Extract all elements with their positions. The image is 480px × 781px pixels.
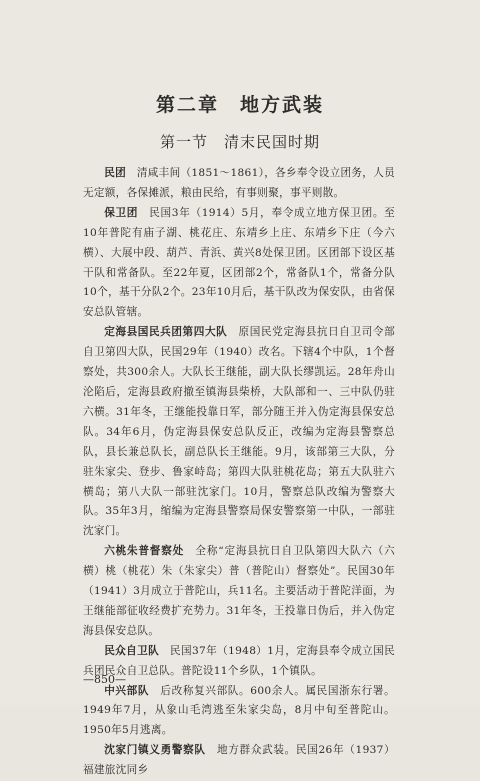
page-number: —850— bbox=[83, 673, 126, 686]
entry-baoweituan bbox=[83, 204, 395, 323]
body-text bbox=[83, 164, 395, 781]
entry-term: 民众自卫队 bbox=[104, 644, 160, 657]
entry-term: 民团 bbox=[104, 167, 126, 179]
entry-term: 保卫团 bbox=[104, 206, 138, 219]
entry-text: 地方群众武装。民国26年（1937）福建旅沈同乡 bbox=[83, 744, 395, 777]
entry-text: 清咸丰间（1851～1861），各乡奉令设立团务，人员无定额，各保摊派，粮由民给，有事则聚，事平则散。 bbox=[83, 167, 395, 199]
entry-term: 六桃朱普督察处 bbox=[104, 545, 185, 558]
entry-term: 中兴部队 bbox=[104, 684, 150, 697]
entry-text: 后改称复兴部队。600余人。属民国浙东行署。1949年7月，从象山毛湾逃至朱家尖岛，8月中旬至普陀山。1950年5月逃离。 bbox=[83, 684, 395, 737]
entry-inspection-office bbox=[83, 542, 395, 642]
chapter-title: 第二章 地方武装 bbox=[155, 94, 324, 116]
entry-text: 民国37年（1948）1月，定海县奉令成立国民兵团民众自卫总队。普陀设11个乡队，1个镇队。 bbox=[83, 644, 395, 677]
entry-self-defense bbox=[83, 642, 395, 682]
entry-term: 定海县国民兵团第四大队 bbox=[104, 326, 228, 339]
entry-text: 民国3年（1914）5月，奉令成立地方保卫团。至10年普陀有庙子湖、桃花庄、东靖乡上庄、东靖乡下庄（今六横）、大展中段、葫芦、青浜、黄兴8处保卫团。区团部下设区基干队和常备队。至22年夏，区团部2个，常备队1个，常备分队10个，基干分队2个。23年10月后，基干队改为保安队，由省保安总队管辖。 bbox=[83, 206, 395, 319]
entry-text: 全称“定海县抗日自卫队第四大队六（六横）桃（桃花）朱（朱家尖）普（普陀山）督察处”。民国30年（1941）3月成立于普陀山，兵11名。主要活动于普陀洋面，为王继能部征收经费扩充势力。31年冬，王投靠日伪后，并入伪定海县保安总队。 bbox=[83, 545, 395, 637]
entry-mintuan bbox=[83, 164, 395, 204]
entry-volunteer-police bbox=[83, 741, 395, 781]
section-title: 第一节 清末民国时期 bbox=[159, 133, 320, 151]
entry-text: 原国民党定海县抗日自卫司令部自卫第四大队，民国29年（1940）改名。下辖4个中队，1个督察处，共300余人。大队长王继能，副大队长缪凯运。28年舟山沦陷后，定海县政府撤至镇海县柴桥，大队部和一、三中队仍驻六横。31年冬，王继能投靠日军，部分随王并入伪定海县保安总队。34年6月，伪定海县保安总队反正，改编为定海县警察总队，县长兼总队长，副总队长王继能。9月，该部第三大队，分驻朱家尖、登步、鲁家峙岛；第四大队驻桃花岛；第五大队驻六横岛；第八大队一部驻沈家门。10月，警察总队改编为警察大队。35年3月，缩编为定海县警察局保安警察第一中队，一部驻沈家门。 bbox=[83, 326, 395, 538]
entry-fourth-brigade bbox=[83, 323, 395, 542]
entry-zhongxing bbox=[83, 682, 395, 742]
entry-term: 沈家门镇义勇警察队 bbox=[104, 744, 206, 757]
